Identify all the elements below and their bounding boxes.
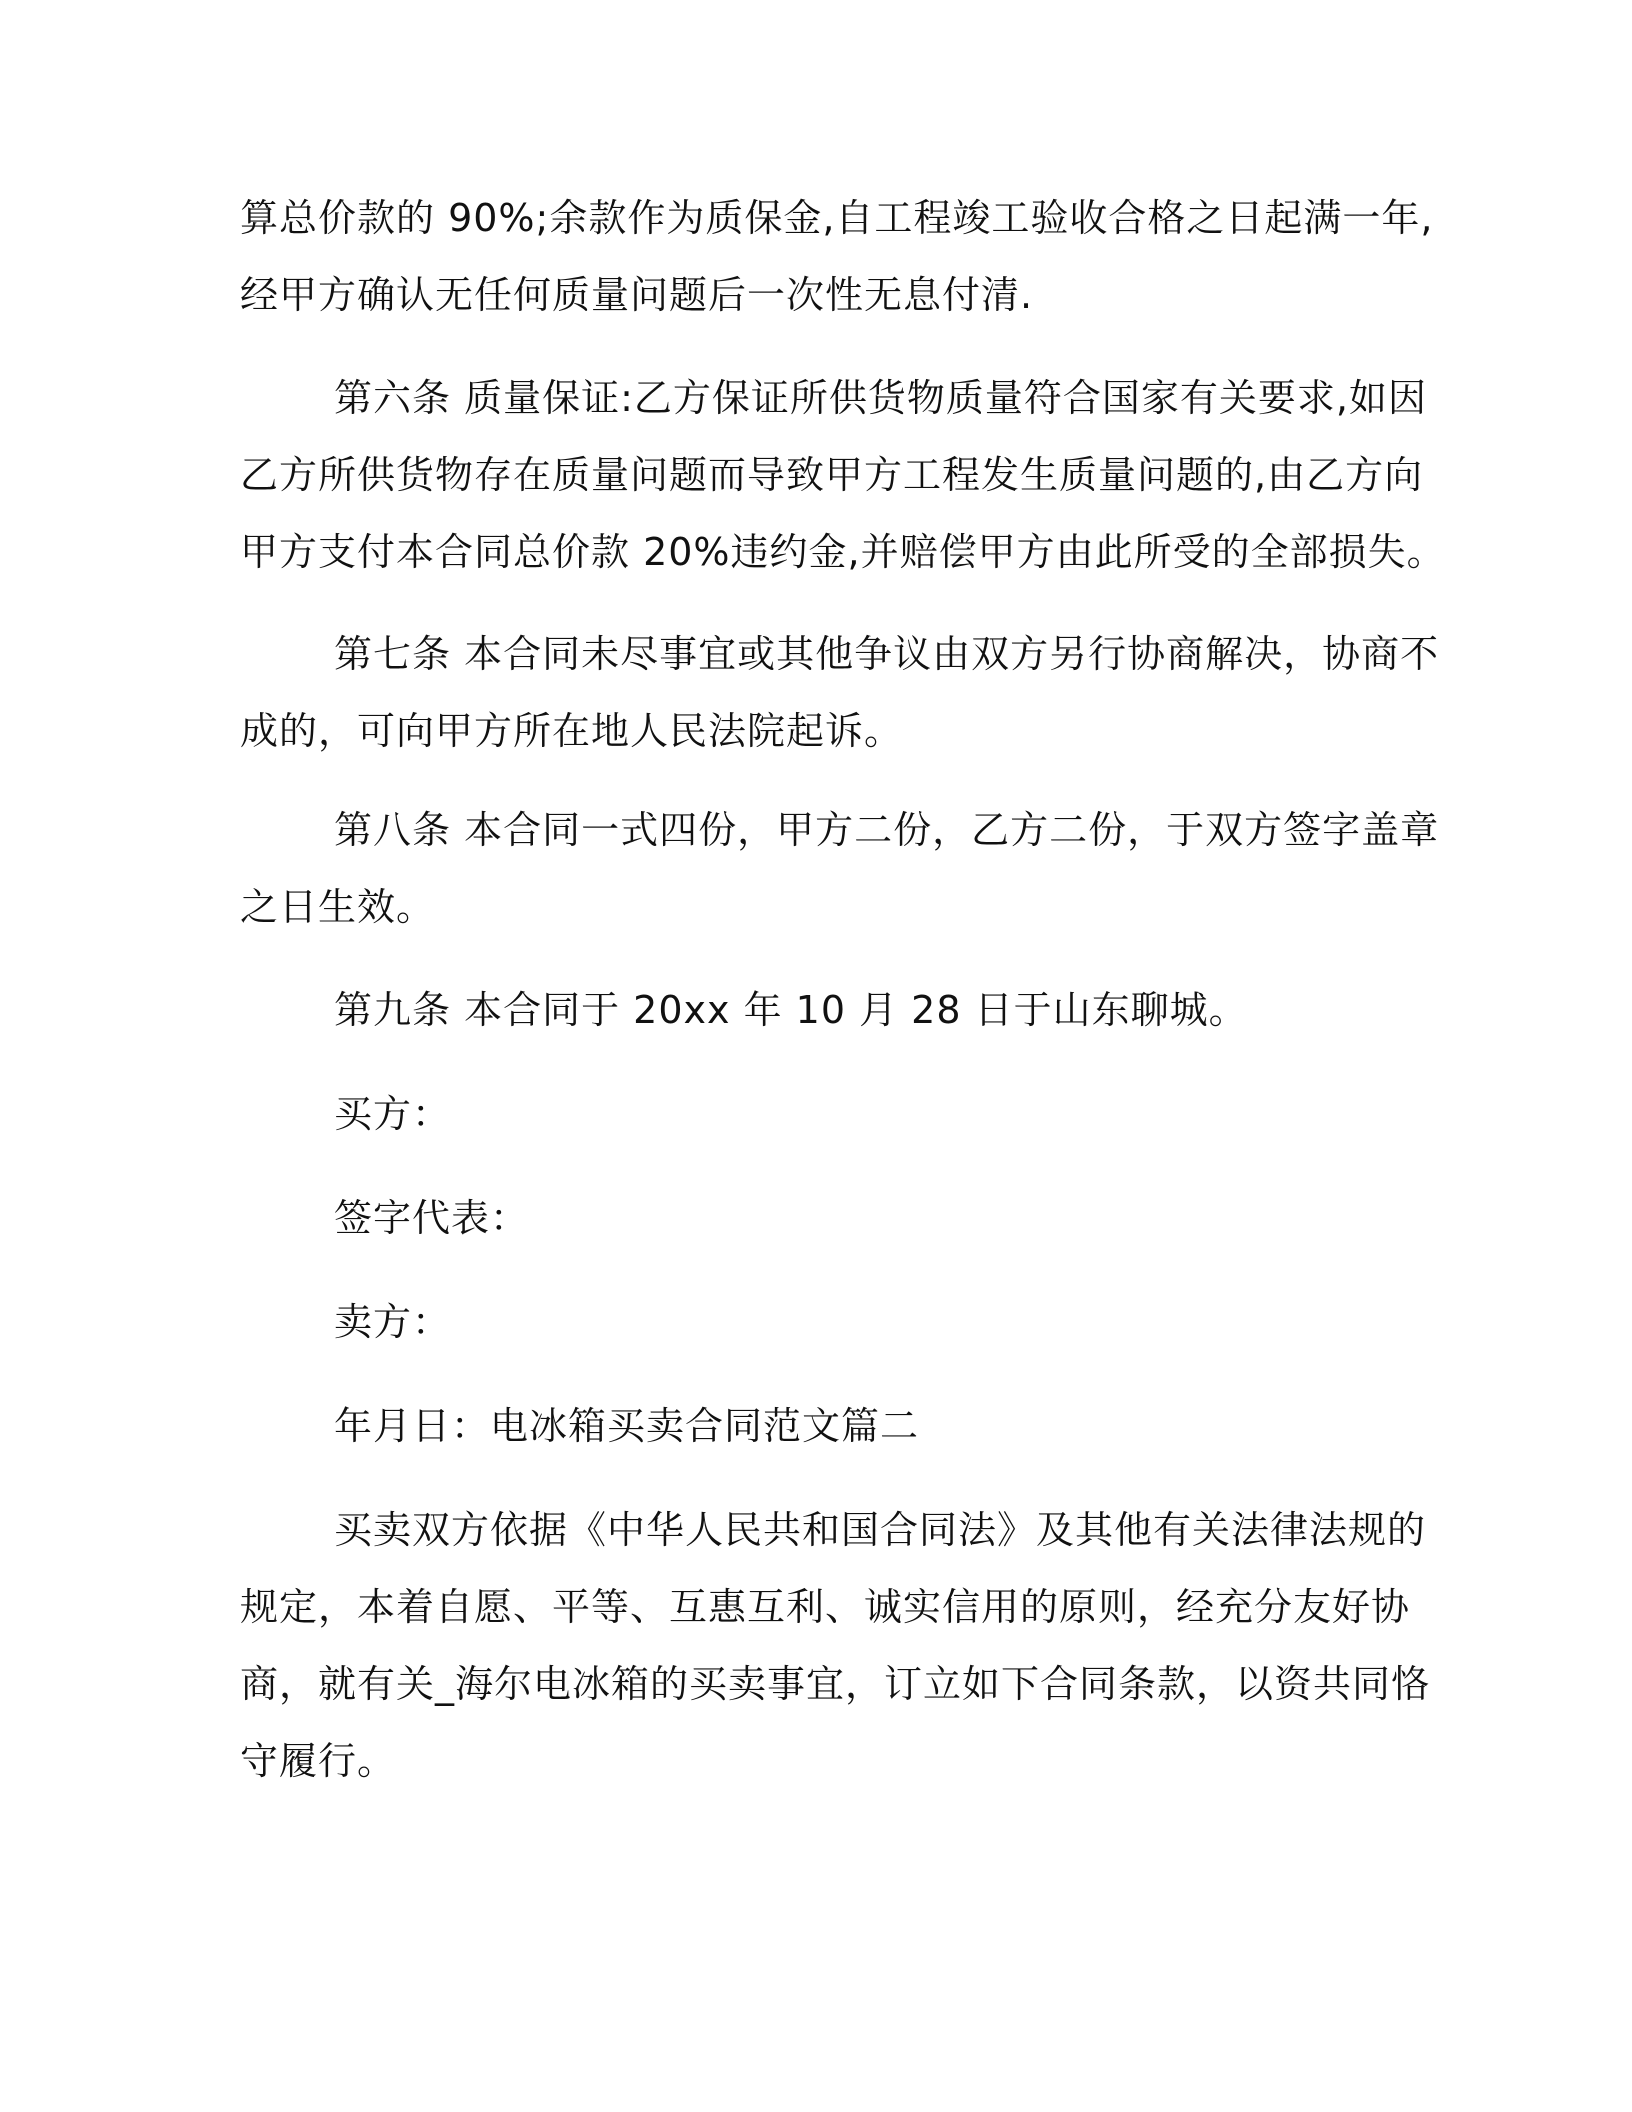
buyer-label [240, 1076, 1400, 1153]
date-and-section-title [240, 1388, 1400, 1465]
text-line: 第七条 本合同未尽事宜或其他争议由双方另行协商解决，协商不 [334, 632, 1440, 676]
text-line: 商，就有关_海尔电冰箱的买卖事宜，订立如下合同条款，以资共同恪 [240, 1662, 1431, 1706]
text-line: 签字代表： [334, 1196, 530, 1240]
text-line: 甲方支付本合同总价款 20%违约金,并赔偿甲方由此所受的全部损失。 [240, 530, 1446, 574]
paragraph-preamble [240, 1492, 1431, 1800]
signatory-label [240, 1180, 1400, 1257]
paragraph-payment-continuation [240, 180, 1434, 334]
paragraph-article-7 [240, 616, 1440, 770]
text-line: 之日生效。 [240, 885, 436, 929]
seller-label [240, 1284, 1400, 1361]
text-line: 第九条 本合同于 20xx 年 10 月 28 日于山东聊城。 [334, 988, 1248, 1032]
text-line: 第八条 本合同一式四份，甲方二份，乙方二份，于双方签字盖章 [334, 808, 1440, 852]
paragraph-article-8 [240, 792, 1440, 946]
text-line: 守履行。 [240, 1739, 397, 1783]
text-line: 经甲方确认无任何质量问题后一次性无息付清. [240, 273, 1034, 317]
text-line: 卖方： [334, 1300, 452, 1344]
paragraph-article-9 [240, 972, 1400, 1049]
text-line: 第六条 质量保证:乙方保证所供货物质量符合国家有关要求,如因 [334, 376, 1427, 420]
text-line: 算总价款的 90%;余款作为质保金,自工程竣工验收合格之日起满一年, [240, 196, 1434, 240]
text-line: 年月日：电冰箱买卖合同范文篇二 [334, 1404, 920, 1448]
text-line: 成的，可向甲方所在地人民法院起诉。 [240, 709, 904, 753]
paragraph-article-6 [240, 360, 1446, 591]
text-line: 买方： [334, 1092, 452, 1136]
text-line: 买卖双方依据《中华人民共和国合同法》及其他有关法律法规的 [334, 1508, 1427, 1552]
text-line: 乙方所供货物存在质量问题而导致甲方工程发生质量问题的,由乙方向 [240, 453, 1424, 497]
text-line: 规定，本着自愿、平等、互惠互利、诚实信用的原则，经充分友好协 [240, 1585, 1411, 1629]
